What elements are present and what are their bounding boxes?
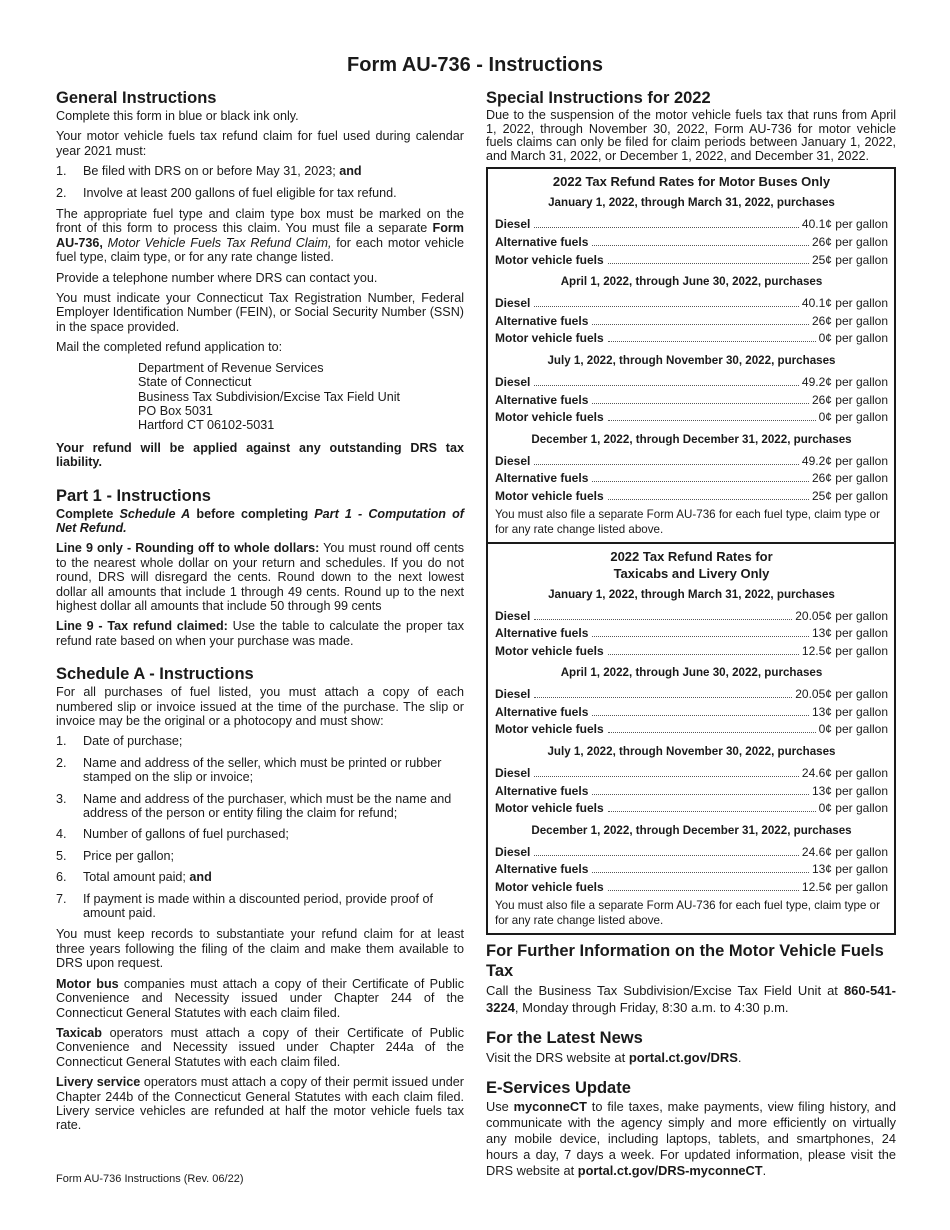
part1-heading: Part 1 - Instructions <box>56 486 211 505</box>
fuel-type-label: Motor vehicle fuels <box>495 801 604 816</box>
fuel-type-label: Motor vehicle fuels <box>495 488 604 503</box>
fuel-type-label: Diesel <box>495 217 531 232</box>
schedule-a-p5: Livery service operators must attach a copy of their permit issued under Chapter 244b of the Connecticut General Statutes with each claim filed. Livery service vehicles are refunded at half the motor vehicle fuels tax rate. <box>56 1075 464 1133</box>
dot-leader <box>534 385 799 386</box>
rate-value: 20.05¢ per gallon <box>795 608 888 623</box>
rate-value: 49.2¢ per gallon <box>801 374 888 389</box>
dot-leader <box>608 341 816 342</box>
dot-leader <box>592 245 809 246</box>
rate-value: 26¢ per gallon <box>811 392 888 407</box>
dot-leader <box>534 776 799 777</box>
latest-news-heading: For the Latest News <box>486 1028 643 1047</box>
general-requirements-list <box>56 164 464 200</box>
rate-row <box>495 844 888 862</box>
rate-row <box>495 643 888 661</box>
rate-row <box>495 409 888 427</box>
rate-row <box>495 392 888 410</box>
rate-value: 13¢ per gallon <box>811 626 888 641</box>
rate-row <box>495 295 888 313</box>
dot-leader <box>608 811 816 812</box>
rate-period-heading: December 1, 2022, through December 31, 2022, purchases <box>531 432 852 446</box>
rate-row <box>495 800 888 818</box>
list-item: 2. Name and address of the seller, which must be printed or rubber stamped on the slip or invoice; <box>56 755 442 785</box>
special-instructions-heading: Special Instructions for 2022 <box>486 89 711 107</box>
rate-row <box>495 216 888 234</box>
rate-period-heading: July 1, 2022, through November 30, 2022, purchases <box>547 353 836 367</box>
taxis-table-title: 2022 Tax Refund Rates for Taxicabs and Livery Only <box>610 548 773 581</box>
rate-row <box>495 686 888 704</box>
schedule-a-p4: Taxicab operators must attach a copy of their Certificate of Public Convenience and Necessity issued under Chapter 244a of the Connecticut General Statutes with each claim filed. <box>56 1025 464 1069</box>
rate-period-heading: April 1, 2022, through June 30, 2022, purchases <box>560 666 823 680</box>
fuel-type-label: Alternative fuels <box>495 862 589 877</box>
rate-value: 12.5¢ per gallon <box>801 880 888 895</box>
rate-row <box>495 783 888 801</box>
buses-table-title: 2022 Tax Refund Rates for Motor Buses Only <box>552 174 831 190</box>
rate-row <box>495 252 888 270</box>
fuel-type-label: Motor vehicle fuels <box>495 410 604 425</box>
dot-leader <box>608 890 799 891</box>
dot-leader <box>534 306 799 307</box>
rate-value: 24.6¢ per gallon <box>801 844 888 859</box>
dot-leader <box>592 403 809 404</box>
rate-row <box>495 234 888 252</box>
general-p2: Your motor vehicle fuels tax refund claim for fuel used during calendar year 2021 must: <box>56 129 464 158</box>
rate-value: 40.1¢ per gallon <box>801 296 888 311</box>
rate-row <box>495 608 888 626</box>
rate-value: 12.5¢ per gallon <box>801 643 888 658</box>
taxis-rate-table <box>486 544 896 935</box>
schedule-a-heading: Schedule A - Instructions <box>56 665 254 684</box>
part1-p3: Line 9 - Tax refund claimed: Use the table to calculate the proper tax refund rate based on when your purchase was made. <box>56 619 464 648</box>
fuel-type-label: Alternative fuels <box>495 704 589 719</box>
part1-p1: Complete Schedule A before completing Part 1 - Computation of Net Refund. <box>56 506 464 535</box>
fuel-type-label: Motor vehicle fuels <box>495 722 604 737</box>
fuel-type-label: Alternative fuels <box>495 392 589 407</box>
e-services-heading: E-Services Update <box>486 1078 631 1097</box>
rate-row <box>495 721 888 739</box>
list-item: 4. Number of gallons of fuel purchased; <box>56 827 289 842</box>
rate-row <box>495 625 888 643</box>
left-column <box>56 88 464 1139</box>
general-p1: Complete this form in blue or black ink only. <box>56 109 299 123</box>
fuel-type-label: Diesel <box>495 844 531 859</box>
mailing-address: Department of Revenue Services State of Connecticut Business Tax Subdivision/Excise Tax Field Unit PO Box 5031 Hartford CT 06102-5031 <box>138 360 401 433</box>
rate-row <box>495 374 888 392</box>
rate-value: 13¢ per gallon <box>811 704 888 719</box>
fuel-type-label: Motor vehicle fuels <box>495 252 604 267</box>
general-p3: The appropriate fuel type and claim type box must be marked on the front of this form to process this claim. You must file a separate Form AU-736, Motor Vehicle Fuels Tax Refund Claim, for each motor vehicle fuel type, claim type, or for any rate change listed. <box>56 207 464 265</box>
buses-periods <box>495 196 888 505</box>
fuel-type-label: Alternative fuels <box>495 234 589 249</box>
general-p6: Mail the completed refund application to: <box>56 340 283 355</box>
rate-row <box>495 861 888 879</box>
list-item: 1. Date of purchase; <box>56 734 183 749</box>
taxis-note: You must also file a separate Form AU-736 for each fuel type, claim type or for any rate change listed above. <box>495 898 880 928</box>
general-instructions-heading: General Instructions <box>56 89 217 107</box>
schedule-a-p1: For all purchases of fuel listed, you must attach a copy of each numbered slip or invoice issued at the time of the purchase. The slip or invoice may be the original or a photocopy and must show: <box>56 685 464 728</box>
rate-period-heading: January 1, 2022, through March 31, 2022, purchases <box>548 587 835 601</box>
list-item: 5. Price per gallon; <box>56 848 175 863</box>
dot-leader <box>592 715 809 716</box>
general-p4: Provide a telephone number where DRS can contact you. <box>56 270 378 285</box>
rate-value: 49.2¢ per gallon <box>801 453 888 468</box>
further-info-heading: For Further Information on the Motor Vehicle Fuels Tax <box>486 941 884 980</box>
rate-value: 25¢ per gallon <box>811 252 888 267</box>
list-item: 7. If payment is made within a discounted period, provide proof of amount paid. <box>56 891 434 921</box>
dot-leader <box>608 732 816 733</box>
news-p1: Visit the DRS website at portal.ct.gov/DRS. <box>486 1049 742 1065</box>
rate-period-heading: April 1, 2022, through June 30, 2022, purchases <box>560 275 823 289</box>
rate-row <box>495 488 888 506</box>
fuel-type-label: Motor vehicle fuels <box>495 643 604 658</box>
page-title: Form AU-736 - Instructions <box>347 54 603 76</box>
rate-row <box>495 879 888 897</box>
rate-value: 26¢ per gallon <box>811 234 888 249</box>
dot-leader <box>592 324 809 325</box>
general-p5: You must indicate your Connecticut Tax Registration Number, Federal Employer Identification Number (FEIN), or Social Security Number (SSN) in the space provided. <box>56 291 464 334</box>
right-column <box>486 88 896 1185</box>
fuel-type-label: Diesel <box>495 296 531 311</box>
list-item: 3. Name and address of the purchaser, which must be the name and address of the person or entity filing the claim for refund; <box>56 791 452 821</box>
dot-leader <box>534 464 799 465</box>
list-item: 6. Total amount paid; and <box>56 870 212 885</box>
fuel-type-label: Alternative fuels <box>495 626 589 641</box>
list-item: 2. Involve at least 200 gallons of fuel eligible for tax refund. <box>56 185 397 200</box>
rate-row <box>495 704 888 722</box>
rate-period-heading: July 1, 2022, through November 30, 2022, purchases <box>547 745 836 759</box>
special-p1: Due to the suspension of the motor vehicle fuels tax that runs from April 1, 2022, through November 30, 2022, Form AU-736 for motor vehicle fuels claims can only be filed for claim periods between January 1, 2022, and March 31, 2022, or December 1, 2022, and December 31, 2022. <box>486 108 896 163</box>
fuel-type-label: Alternative fuels <box>495 471 589 486</box>
rate-value: 13¢ per gallon <box>811 862 888 877</box>
dot-leader <box>608 420 816 421</box>
dot-leader <box>534 697 792 698</box>
buses-rate-table <box>486 167 896 543</box>
schedule-a-p2: You must keep records to substantiate your refund claim for at least three years following the filing of the claim and make them available to DRS upon request. <box>56 927 464 971</box>
fuel-type-label: Motor vehicle fuels <box>495 331 604 346</box>
fuel-type-label: Motor vehicle fuels <box>495 880 604 895</box>
rate-value: 0¢ per gallon <box>818 331 888 346</box>
list-item: 1. Be filed with DRS on or before May 31, 2023; and <box>56 164 362 179</box>
rate-row <box>495 470 888 488</box>
dot-leader <box>608 499 809 500</box>
rate-value: 24.6¢ per gallon <box>801 766 888 781</box>
dot-leader <box>592 481 809 482</box>
rate-row <box>495 765 888 783</box>
rate-value: 0¢ per gallon <box>818 410 888 425</box>
fuel-type-label: Diesel <box>495 453 531 468</box>
dot-leader <box>534 227 799 228</box>
fuel-type-label: Alternative fuels <box>495 783 589 798</box>
further-p1: Call the Business Tax Subdivision/Excise Tax Field Unit at 860-541-3224, Monday through Friday, 8:30 a.m. to 4:30 p.m. <box>486 982 896 1015</box>
rate-row <box>495 313 888 331</box>
general-p7: Your refund will be applied against any outstanding DRS tax liability. <box>56 440 464 470</box>
rate-row <box>495 330 888 348</box>
part1-p2: Line 9 only - Rounding off to whole dollars: You must round off cents to the nearest whole dollar on your return and schedules. If you do not round, DRS will disregard the cents. Round down to the next lowest dollar all amounts that include 1 through 49 cents. Round up to the next highest dollar all amounts that include 50 through 99 cents <box>56 541 464 613</box>
buses-note: You must also file a separate Form AU-736 for each fuel type, claim type or for any rate change listed above. <box>495 507 880 536</box>
rate-value: 0¢ per gallon <box>818 722 888 737</box>
schedule-a-p3: Motor bus companies must attach a copy of their Certificate of Public Convenience and Necessity issued under Chapter 244 of the Connecticut General Statutes with each claim filed. <box>56 976 464 1020</box>
rate-value: 0¢ per gallon <box>818 801 888 816</box>
rate-value: 40.1¢ per gallon <box>801 217 888 232</box>
dot-leader <box>608 654 799 655</box>
rate-period-heading: January 1, 2022, through March 31, 2022, purchases <box>548 196 835 210</box>
schedule-a-list <box>56 734 464 920</box>
fuel-type-label: Diesel <box>495 766 531 781</box>
myconnect-link[interactable]: portal.ct.gov/DRS-myconneCT <box>577 1162 763 1178</box>
dot-leader <box>592 636 809 637</box>
rate-period-heading: December 1, 2022, through December 31, 2022, purchases <box>531 823 852 837</box>
rate-row <box>495 453 888 471</box>
rate-value: 26¢ per gallon <box>811 471 888 486</box>
fuel-type-label: Diesel <box>495 374 531 389</box>
fuel-type-label: Diesel <box>495 687 531 702</box>
e-services-p1: Use myconneCT to file taxes, make payments, view filing history, and communicate with the agency simply and more efficiently on virtually any mobile device, including laptops, tablets, and smartphones, 24 hours a day, 7 days a week. For updated information, please visit the DRS website at portal.ct.gov/DRS-myconneCT. <box>486 1098 896 1178</box>
fuel-type-label: Diesel <box>495 608 531 623</box>
form-footer: Form AU-736 Instructions (Rev. 06/22) <box>56 1173 244 1185</box>
rate-value: 20.05¢ per gallon <box>795 687 888 702</box>
dot-leader <box>534 855 799 856</box>
dot-leader <box>608 263 809 264</box>
taxis-periods <box>495 588 888 897</box>
fuel-type-label: Alternative fuels <box>495 313 589 328</box>
dot-leader <box>592 794 809 795</box>
dot-leader <box>534 619 792 620</box>
drs-website-link[interactable]: portal.ct.gov/DRS <box>628 1049 738 1065</box>
rate-value: 26¢ per gallon <box>811 313 888 328</box>
dot-leader <box>592 872 809 873</box>
rate-value: 13¢ per gallon <box>811 783 888 798</box>
rate-value: 25¢ per gallon <box>811 488 888 503</box>
